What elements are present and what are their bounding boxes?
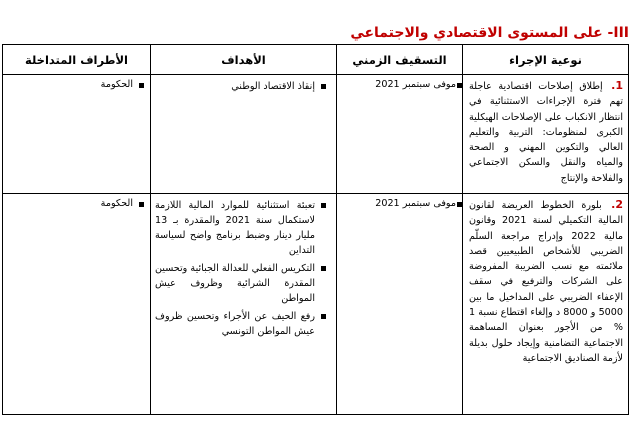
- procedure-text: إطلاق إصلاحات اقتصادية عاجلة تهم فترة الإجراءات الاستثنائية في انتظار الانكباب على الإصلاحات الهيكلية الكبرى لمنظومات: التربية والتعليم العالي والتكوين المهني و الصحة والمياه والنقل والسكن الاجتماعي والفلاحة والإنتاج: [469, 81, 623, 184]
- row-number: 2.: [611, 198, 623, 211]
- goal-item: تعبئة استثنائية للموارد المالية اللازمة لاستكمال سنة 2021 والمقدرة بـ 13 مليار دينار وضبط برنامج واضح لسياسة التداين: [155, 198, 328, 258]
- row-number: 1.: [611, 79, 623, 92]
- party-text: الحكومة: [7, 79, 146, 90]
- timeline-cell: [337, 194, 463, 415]
- timeline-text: موفى سبتمبر 2021: [341, 79, 456, 90]
- goals-list: [151, 194, 336, 339]
- goal-item: التكريس الفعلي للعدالة الجبائية وتحسين المقدرة الشرائية وظروف عيش المواطن: [155, 261, 328, 306]
- procedure-cell: [463, 194, 629, 415]
- header-timeline: التسقيف الزمني: [337, 45, 463, 75]
- header-parties: الأطراف المتداخلة: [3, 45, 151, 75]
- table-row: [3, 75, 629, 194]
- goals-list: [151, 75, 336, 94]
- table-row: [3, 194, 629, 415]
- procedures-table: [2, 44, 629, 415]
- goals-cell: [151, 194, 337, 415]
- goal-item: رفع الحيف عن الأجراء وتحسين ظروف عيش المواطن التونسي: [155, 309, 328, 339]
- timeline-cell: [337, 75, 463, 194]
- party-cell: [3, 194, 151, 415]
- procedure-text: بلورة الخطوط العريضة لقانون المالية التكميلي لسنة 2021 وقانون مالية 2022 وإدراج مراجعة السلّم الضريبي للأشخاص الطبيعيين قصد ملائمته مع نسب الضريبة المفروضة على الشركات والترفيع في سقف الإعفاء الضريبي على المداخيل ما بين 5000 و 8000 د وإلغاء اقتطاع نسبة 1 % من الأجور بعنوان المساهمة الاجتماعية التضامنية وإيجاد حلول بديلة لأزمة الصناديق الاجتماعية: [469, 200, 624, 364]
- party-text: الحكومة: [7, 198, 146, 209]
- table-header-row: [3, 45, 629, 75]
- section-heading: III- على المستوى الاقتصادي والاجتماعي: [350, 25, 629, 41]
- goals-cell: [151, 75, 337, 194]
- header-goals: الأهداف: [151, 45, 337, 75]
- timeline-text: موفى سبتمبر 2021: [341, 198, 456, 209]
- procedure-cell: [463, 75, 629, 194]
- goal-item: إنقاذ الاقتصاد الوطني: [155, 79, 328, 94]
- header-procedure: نوعية الإجراء: [463, 45, 629, 75]
- party-cell: [3, 75, 151, 194]
